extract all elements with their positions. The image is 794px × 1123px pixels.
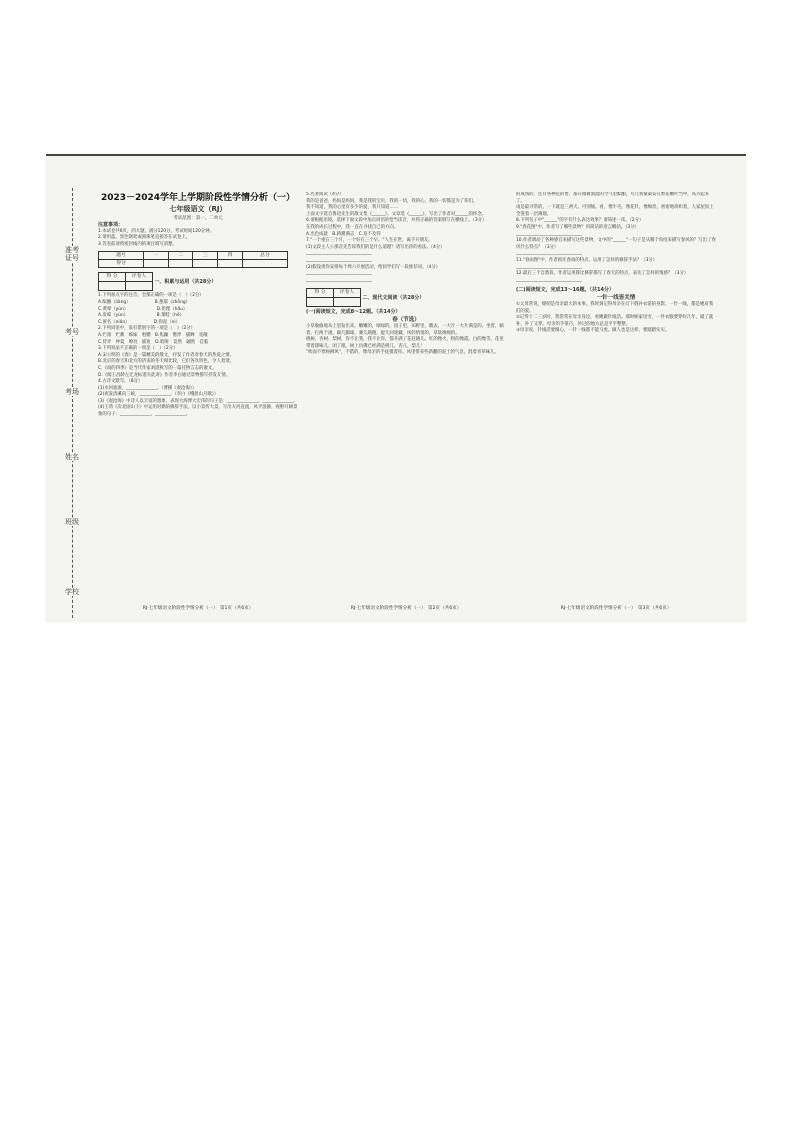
exam-subtitle: 七年级语文（RJ）: [169, 205, 227, 213]
question-line: (2)假设请你安排每个周六开展活动，给同学们写一段推荐词。（4分）: [306, 264, 441, 270]
question-line: C.侍弄 仲夏 嘹亮 捕鱼 D.喑哑 竟然 翩然 莅临: [98, 339, 209, 345]
question-line: A.酝酿（liàng） B.葱郁（zhōng）: [98, 299, 191, 305]
question-line: A.出色成就 B.踌躇满志 C.迫不及待: [306, 231, 381, 237]
exam-title: 2023－2024学年上学期阶段性学情分析（一）: [100, 193, 296, 203]
notice-heading: 注意事项：: [98, 222, 124, 228]
page-footer-2: RJ·七年级语文阶段性学情分析（一） 第2页（共6页）: [350, 606, 462, 612]
question-line: B.北京的春天和北方的济南的冬天相比较，它们各具特色，令人着迷。: [98, 359, 235, 365]
binding-margin: [46, 188, 96, 618]
margin-label-ticket: 准考证号: [62, 246, 82, 262]
grader-score-cell: [307, 298, 334, 307]
answer-line: ______________________________: [306, 251, 372, 257]
score-header: 总分: [242, 252, 287, 260]
margin-label-exam-no: 考号: [62, 328, 82, 336]
question-line: 9."春花图"中，作者写了哪些景物？用简洁的语言概括。（3分）: [516, 224, 639, 230]
score-header: 三: [193, 252, 218, 260]
question-line: 我的是爸爸，妈妈是妈妈，我是我的宝贝，我的一切，我的心，我的一切都是为了你们。: [306, 198, 478, 204]
question-line: C.《雨的四季》是当代作家刘湛秋写的一篇托物言志的散文。: [98, 365, 217, 371]
grader-box: [306, 288, 361, 307]
grader-box: [98, 272, 153, 291]
notice-item: 1.本试卷共6页，四大题，满分120分，考试时间120分钟。: [98, 228, 214, 234]
answer-line: ______________________________: [306, 277, 372, 283]
page-column-3: [516, 192, 716, 617]
notice-item: 3.答卷前请将密封线内的项目填写清楚。: [98, 241, 177, 247]
question-line: 在我的成长过程中，我一直在寻找自己的方向。: [306, 224, 399, 230]
answer-line: ______________________________: [516, 277, 582, 283]
page-column-1: [98, 192, 298, 617]
reading-paragraph: 的成熟的，还有各种花的香，都在微微润湿的空气里酝酿。鸟儿将窠巢安在繁花嫩叶当中，高兴起来了。: [516, 192, 710, 204]
grader-score-label: 得 分: [99, 273, 126, 282]
score-header: 题号: [99, 252, 144, 260]
question-line: 我不知道，我的心里有多少的爱，我只知道……: [306, 205, 399, 211]
grader-name-label: 评卷人: [334, 289, 361, 298]
reading-heading: (二)阅读短文，完成13～16题。（共14分）: [516, 287, 614, 294]
question-line: 11."春雨图"中，作者抓住春雨的特点，运用了怎样的修辞手法？（3分）: [516, 257, 658, 263]
score-cell: [218, 260, 243, 268]
question-line: (1)文段主人公那首先告诉我们的是什么道理？请写出你的看法。（4分）: [306, 244, 445, 250]
reading-title: 一针一线皆关情: [596, 294, 636, 301]
answer-line: ______________________________: [306, 257, 372, 263]
answer-line: ______________________________: [516, 231, 582, 237]
score-header: 四: [218, 252, 243, 260]
reading-title: 春（节选）: [392, 316, 420, 323]
score-table: [98, 251, 288, 268]
question-line: 1.下列加点字的注音，全都正确的一项是（ ）（2分）: [98, 293, 204, 299]
score-cell: [168, 260, 193, 268]
reading-paragraph: ③母亲说，针线活要细心，一针一线都不能马虎。做人也是这样，要踏踏实实。: [516, 328, 670, 334]
score-row-label: 得分: [99, 260, 144, 268]
margin-label-name: 姓名: [62, 453, 82, 461]
question-line: 6.请根据语境，选择下面文段中加点词语的恰当读音，并将正确的答案填写在横线上。（3分）: [306, 218, 487, 224]
grader-name-cell: [126, 282, 153, 291]
page-footer-3: RJ·七年级语文阶段性学情分析（一） 第3页（共6页）: [560, 606, 672, 612]
question-line: (3)《观沧海》中诗人以丰富的想象，表现大海博大宏伟的句子是：______________，______________。: [98, 398, 298, 404]
question-line: 7."一个重在三个月，一个好在三个早。"人生在世，离不开朋友。: [306, 238, 433, 244]
section-heading-2: 二、现代文阅读（共28分）: [362, 295, 425, 302]
question-line: C.黄晕（yùn） D.伦理（hǒu）: [98, 306, 188, 312]
reading-paragraph: ①父母常说，缝纫是母亲最大的本事。我时刻记得母亲在灯下缝补衣裳的身影，一针一线，都是她对我们的爱。: [516, 301, 714, 314]
reading-paragraph: 雨是最寻常的，一下就是三两天。可别恼。看，像牛毛，像花针，像细丝，密密地斜织着，人家屋顶上全笼着一层薄烟。: [516, 205, 714, 217]
question-line: 4.古诗文默写。（8分）: [98, 379, 143, 385]
answer-line: ______________________________: [516, 264, 582, 270]
question-line: A.发霉（yùn） B.菜畦（hé）: [98, 313, 185, 319]
answer-line: ______________________________: [306, 271, 372, 277]
reading-heading: (一)阅读短文，完成8～12题。（共14分）: [306, 309, 401, 316]
score-cell: [193, 260, 218, 268]
exam-scope: 考试范围：第一、二单元: [173, 216, 223, 221]
reading-paragraph: 小草偷偷地从土里钻出来，嫩嫩的，绿绿的。园子里，田野里，瞧去，一大片一大片满是的。坐着，躺着，打两个滚，踢几脚球，赛几趟跑，捉几回迷藏。风轻悄悄的，草软绵绵的。: [306, 323, 504, 336]
question-line: D.《闻王昌龄左迁龙标遥有此寄》作者李白通过景物描写抒发友情。: [98, 372, 231, 378]
score-header: 二: [168, 252, 193, 260]
page-footer-1: RJ·七年级语文阶段性学情分析（一） 第1页（共6页）: [142, 606, 254, 612]
question-line: A.宋公明的《春》是一篇精美的散文，抒发了作者对春天的热爱之情。: [98, 352, 235, 358]
notice-item: 2.请用蓝、黑色钢笔或圆珠笔直接答在试卷上。: [98, 235, 191, 241]
question-line: 上面文字选自鲁迅先生的散文集《______》，文章选《______》，写出了作者对______的怀念。: [306, 211, 487, 217]
question-line: C.匿名（niǎn） D.拘泥（nì）: [98, 319, 180, 325]
question-line: A.烂漫 贮蓄 姊妹 咀嚼 B.焦躁 憔悴 捕蝉 宽敞: [98, 332, 208, 338]
page-column-2: [306, 192, 506, 617]
margin-label-class: 班级: [62, 518, 82, 526]
grader-score-cell: [99, 282, 126, 291]
question-line: 10.作者调动了各种感官来描写这些景物，文中的"______"一句子是从哪个角度来描写春风的？写出了春风什么特点？（3分）: [516, 238, 716, 250]
reading-paragraph: "吹面不寒杨柳风"，不错的，像母亲的手抚摸着你。风里带来些新翻的泥土的气息，混着青草味儿。: [306, 350, 499, 356]
reading-paragraph: 桃树、杏树、梨树，你不让我，我不让你，都开满了花赶趟儿。红的像火，粉的像霞，白的像雪。花里带着甜味儿；闭了眼，树上仿佛已经满是桃儿、杏儿、梨儿！: [306, 337, 504, 349]
question-line: 3.下列说法不正确的一项是（ ）（2分）: [98, 346, 178, 352]
question-line: 5.名著阅读（4分）: [306, 192, 344, 197]
scanned-exam-sheet: [46, 154, 746, 622]
margin-label-school: 学校: [62, 588, 82, 596]
question-line: (1)水何澹澹，______________。（曹操《观沧海》）: [98, 385, 197, 391]
question-line: 12.最后三个自然段，作者运用排比修辞描写了春天的特点，表达了怎样的情感？（3分）: [516, 271, 689, 277]
question-line: 8.下列句子中"______"的字有什么表达效果？请简述一读。（2分）: [516, 218, 644, 224]
score-cell: [144, 260, 169, 268]
question-line: (4)王湾《次北固山下》中运用对偶的修辞手法，以小景传大景，写出大河直流，风平浪静，视野开阔景象的句子：______________，______________。: [98, 405, 298, 418]
answer-line: ______________________________: [516, 251, 582, 257]
score-header: 一: [144, 252, 169, 260]
section-heading-1: 一、积累与运用（共28分）: [154, 279, 217, 286]
margin-label-room: 考场: [62, 388, 82, 396]
question-line: (2)夜发清溪向三峡，______________。（李白《峨眉山月歌》）: [98, 392, 219, 398]
grader-score-label: 得 分: [307, 289, 334, 298]
score-cell: [242, 260, 287, 268]
reading-paragraph: ②记得十二三岁时，我常常在母亲身边，看她做针线活。那时候家里穷，一件衣服要穿好几年，破了就补，补了又穿。母亲的手很巧，补过的地方总是平平整整。: [516, 315, 714, 327]
top-border-line: [46, 154, 746, 156]
grader-name-label: 评卷人: [126, 273, 153, 282]
question-line: 2.下列词语中，没有错别字的一项是（ ）（2分）: [98, 326, 195, 332]
grader-name-cell: [334, 298, 361, 307]
